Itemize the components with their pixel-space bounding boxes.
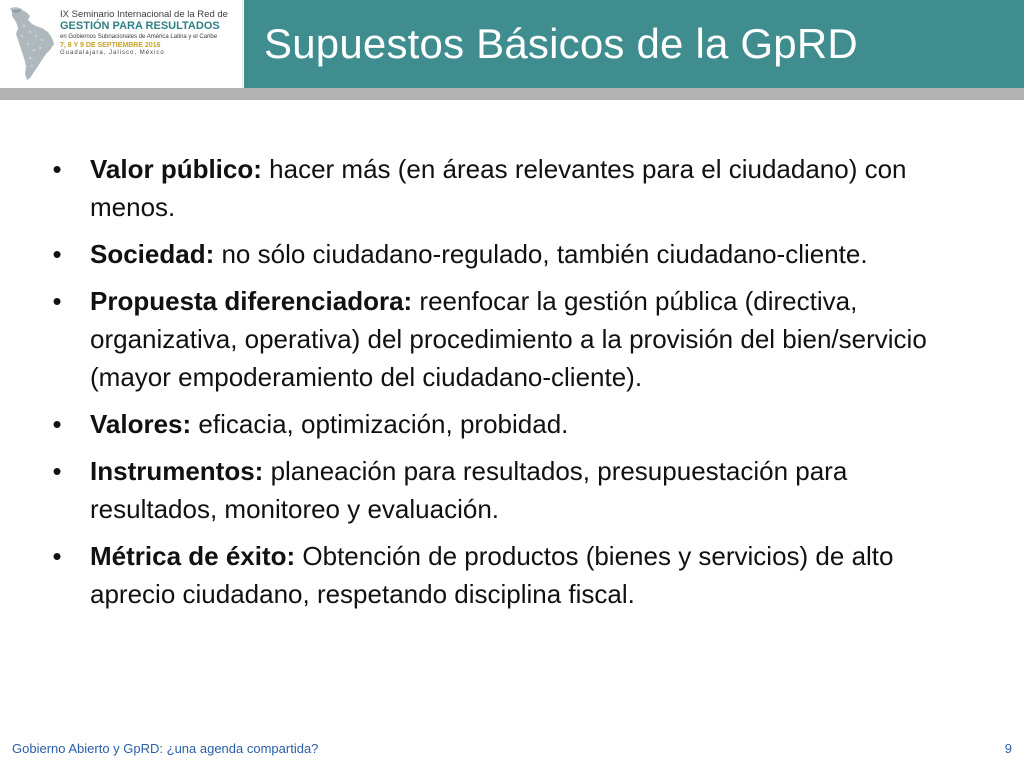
bullet-item [48, 537, 978, 613]
latin-america-map-icon [6, 6, 60, 82]
bullet-text: eficacia, optimización, probidad. [191, 409, 569, 439]
slide-title: Supuestos Básicos de la GpRD [264, 20, 858, 67]
bullet-item [48, 452, 978, 528]
bullet-text: Obtención de productos (bienes y servicios) de alto aprecio ciudadano, respetando disciplina fiscal. [90, 541, 894, 609]
bullet-heading: Métrica de éxito: [90, 541, 296, 571]
bullet-item [48, 282, 978, 396]
footer-presentation-title: Gobierno Abierto y GpRD: ¿una agenda compartida? [12, 741, 319, 756]
bullet-item [48, 405, 978, 443]
logo-line-3: en Gobiernos Subnacionales de América Latina y el Caribe [60, 33, 218, 40]
bullet-heading: Sociedad: [90, 239, 215, 269]
bullet-icon: • [52, 154, 62, 184]
bullet-icon: • [52, 456, 62, 486]
logo-line-5: Guadalajara, Jalisco, México [60, 50, 165, 57]
header-divider-band [0, 88, 1024, 100]
page-number: 9 [1004, 741, 1012, 756]
bullet-icon: • [52, 541, 62, 571]
bullet-text: reenfocar la gestión pública (directiva, organizativa, operativa) del procedimiento a la provisión del bien/servicio (mayor empoderamiento del ciudadano-cliente). [90, 286, 927, 392]
slide-body [48, 150, 978, 622]
bullet-icon: • [52, 286, 62, 316]
logo-line-1: IX Seminario Internacional de la Red de [60, 9, 228, 20]
bullet-text: planeación para resultados, presupuestación para resultados, monitoreo y evaluación. [90, 456, 848, 524]
bullet-icon: • [52, 239, 62, 269]
logo-line-2: GESTIÓN PARA RESULTADOS [60, 19, 220, 32]
bullet-heading: Valores: [90, 409, 192, 439]
title-bar [244, 0, 1024, 88]
bullet-text: no sólo ciudadano-regulado, también ciudadano-cliente. [214, 239, 868, 269]
bullet-item [48, 235, 978, 273]
bullet-heading: Valor público: [90, 154, 262, 184]
event-logo [0, 0, 243, 88]
bullet-item [48, 150, 978, 226]
slide-header [0, 0, 1024, 88]
bullet-heading: Instrumentos: [90, 456, 264, 486]
logo-line-4: 7, 8 Y 9 DE SEPTIEMBRE 2016 [60, 41, 161, 49]
bullet-icon: • [52, 409, 62, 439]
bullet-list [48, 150, 978, 613]
bullet-text: hacer más (en áreas relevantes para el ciudadano) con menos. [90, 154, 907, 222]
event-logo-text [60, 10, 240, 56]
bullet-heading: Propuesta diferenciadora: [90, 286, 413, 316]
